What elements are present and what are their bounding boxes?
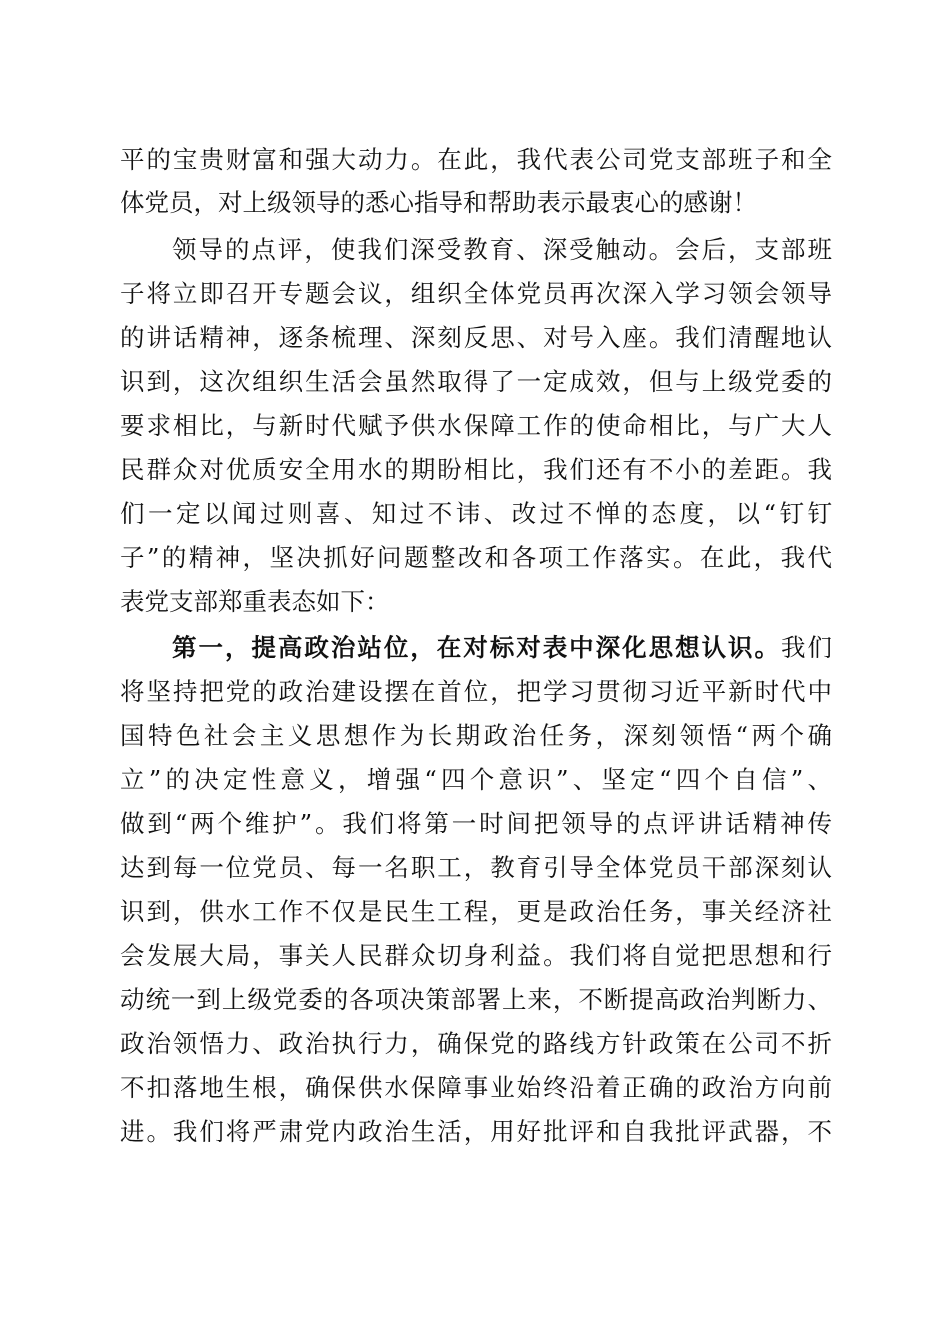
paragraph-1-line-2: 体党员，对上级领导的悉心指导和帮助表示最衷心的感谢！ [120,188,757,217]
paragraph-2-line-6: 民群众对优质安全用水的期盼相比，我们还有不小的差距。我 [120,455,832,484]
paragraph-2-line-5: 要求相比，与新时代赋予供水保障工作的使命相比，与广大人 [120,411,832,440]
paragraph-3-line-5: 做到“两个维护”。我们将第一时间把领导的点评讲话精神传 [120,809,832,838]
paragraph-2-line-8: 子”的精神，坚决抓好问题整改和各项工作落实。在此，我代 [120,543,832,572]
paragraph-2-line-3: 的讲话精神，逐条梳理、深刻反思、对号入座。我们清醒地认 [120,323,832,352]
paragraph-3-line-2: 将坚持把党的政治建设摆在首位，把学习贯彻习近平新时代中 [120,677,832,706]
paragraph-3-line-7: 识到，供水工作不仅是民生工程，更是政治任务，事关经济社 [120,897,832,926]
paragraph-3-line-9: 动统一到上级党委的各项决策部署上来，不断提高政治判断力、 [120,985,832,1014]
paragraph-2-line-7: 们一定以闻过则喜、知过不讳、改过不惮的态度，以“钉钉 [120,499,832,528]
paragraph-2-line-4: 识到，这次组织生活会虽然取得了一定成效，但与上级党委的 [120,367,832,396]
paragraph-1-line-1: 平的宝贵财富和强大动力。在此，我代表公司党支部班子和全 [120,145,832,174]
paragraph-3-line-12: 进。我们将严肃党内政治生活，用好批评和自我批评武器，不 [120,1117,832,1146]
paragraph-3-heading: 第一，提高政治站位，在对标对表中深化思想认识。 [172,633,782,662]
paragraph-2-line-9: 表党支部郑重表态如下： [120,587,390,616]
paragraph-3-line-3: 国特色社会主义思想作为长期政治任务，深刻领悟“两个确 [120,721,832,750]
paragraph-3-line-11: 不扣落地生根，确保供水保障事业始终沿着正确的政治方向前 [120,1073,832,1102]
paragraph-3-first-line-rest: 我们 [781,633,833,662]
paragraph-3-line-1 [120,628,832,668]
paragraph-3-line-10: 政治领悟力、政治执行力，确保党的路线方针政策在公司不折 [120,1029,832,1058]
paragraph-3-line-6: 达到每一位党员、每一名职工，教育引导全体党员干部深刻认 [120,853,832,882]
paragraph-2-line-2: 子将立即召开专题会议，组织全体党员再次深入学习领会领导 [120,279,832,308]
paragraph-2-line-1: 领导的点评，使我们深受教育、深受触动。会后，支部班 [172,235,832,264]
paragraph-3-line-4: 立”的决定性意义，增强“四个意识”、坚定“四个自信”、 [120,765,832,794]
paragraph-3-line-8: 会发展大局，事关人民群众切身利益。我们将自觉把思想和行 [120,941,832,970]
